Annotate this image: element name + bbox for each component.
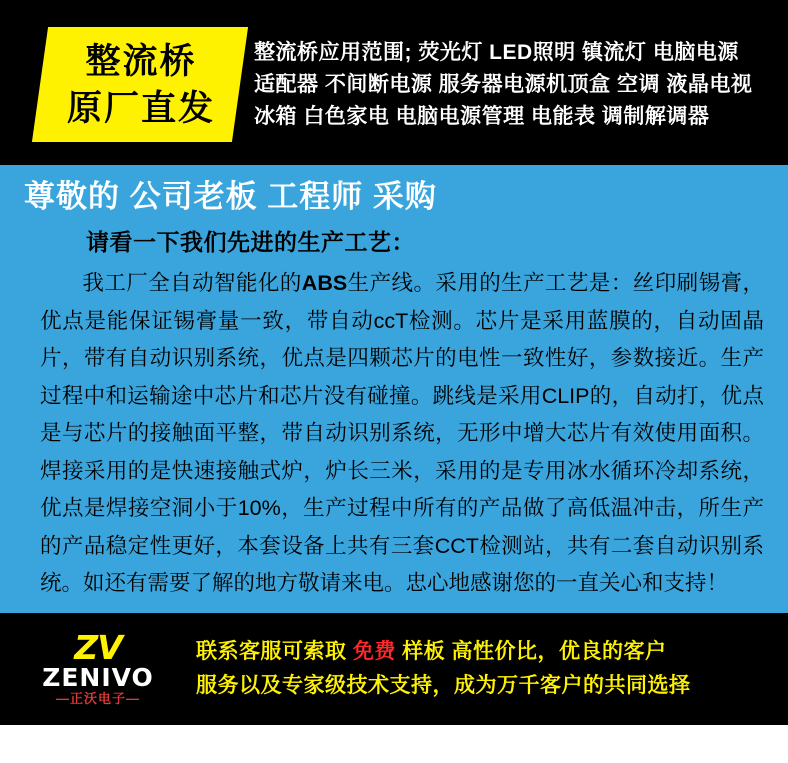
content-section — [0, 165, 788, 613]
banner-badge — [0, 0, 248, 165]
page-title: 尊敬的 公司老板 工程师 采购 — [24, 179, 437, 214]
top-banner — [0, 0, 788, 165]
paragraph-text: 我工厂全自动智能化的 — [82, 271, 302, 295]
footer-line-1-pre: 联系客服可索取 — [196, 640, 353, 663]
badge-line-2: 原厂直发 — [66, 89, 215, 128]
paragraph-text: 生产线。采用的生产工艺是：丝印刷锡膏，优点是能保证锡膏量一致，带自动ccT检测。芯片是采用蓝膜的，自动固晶片，带有自动识别系统，优点是四颗芯片的电性一致性好，参数接近。生产过程中和运输途中芯片和芯片没有碰撞。跳线是采用CLIP的，自动打，优点是与芯片的接触面平整，带自动识别系统，无形中增大芯片有效使用面积。焊接采用的是快速接触式炉，炉长三米，采用的是专用冰水循环冷却系统，优点是焊接空洞小于10%，生产过程中所有的产品做了高低温冲击，所生产的产品稳定性更好，本套设备上共有三套CCT检测站，共有二套自动识别系统。如还有需要了解的地方敬请来电。忠心地感谢您的一直关心和支持！ — [40, 271, 764, 595]
banner-application-list — [248, 0, 788, 165]
logo-subtitle: —正沃电子— — [55, 690, 140, 706]
footer-line-1 — [196, 635, 778, 669]
section-subtitle: 请看一下我们先进的生产工艺： — [86, 229, 415, 255]
footer-message — [196, 635, 788, 703]
banner-line-3: 冰箱 白色家电 电脑电源管理 电能表 调制解调器 — [254, 104, 710, 128]
banner-line-1: 整流桥应用范围; 荧光灯 LED照明 镇流灯 电脑电源 — [254, 40, 739, 64]
footer-line-1-post: 样板 高性价比，优良的客户 — [395, 640, 667, 663]
footer-band — [0, 613, 788, 725]
banner-line-2: 适配器 不间断电源 服务器电源机顶盒 空调 液晶电视 — [254, 72, 753, 96]
badge-text — [46, 33, 236, 137]
footer-line-2: 服务以及专家级技术支持，成为万千客户的共同选择 — [196, 674, 691, 697]
company-logo — [0, 613, 196, 725]
paragraph-emphasis: ABS — [301, 271, 348, 295]
logo-wordmark: ZENIVO — [42, 662, 154, 692]
bottom-spacer — [0, 725, 788, 763]
logo-monogram-icon: ZV — [74, 627, 122, 667]
body-paragraph — [18, 263, 770, 603]
footer-highlight: 免费 — [352, 640, 396, 663]
badge-line-1: 整流桥 — [85, 42, 197, 81]
